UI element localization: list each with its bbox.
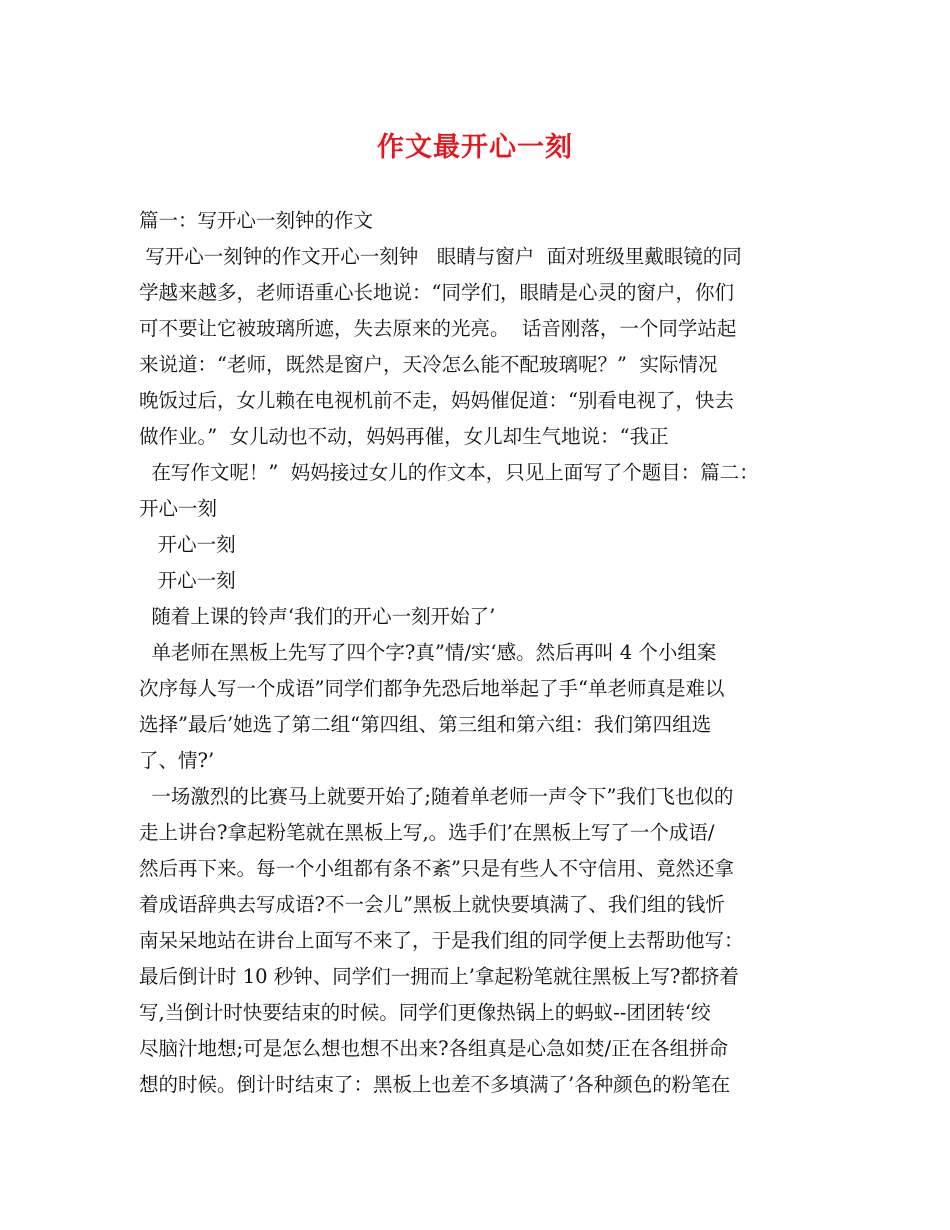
text-line: 了、情?’ <box>139 749 215 772</box>
text-line: 开心一刻 <box>139 497 218 520</box>
text-line: 开心一刻 <box>139 533 236 556</box>
text-line: 走上讲台?拿起粉笔就在黑板上写,。选手们’在黑板上写了一个成语/ <box>139 821 715 844</box>
text-line: 随着上课的铃声‘我们的开心一刻开始了’ <box>139 605 496 628</box>
text-line: 然后再下来。每一个小组都有条不紊”只是有些人不守信用、竟然还拿 <box>139 857 734 880</box>
text-line: 篇一：写开心一刻钟的作文 <box>139 209 374 232</box>
text-line: 来说道：“老师，既然是窗户，天冷怎么能不配玻璃呢？” 实际情况 <box>139 353 718 376</box>
text-line: 可不要让它被玻璃所遮，失去原来的光亮。 话音刚落，一个同学站起 <box>139 317 737 340</box>
text-line: 做作业。” 女儿动也不动，妈妈再催，女儿却生气地说：“我正 <box>139 425 669 448</box>
document-body <box>139 203 839 1103</box>
text-line: 想的时候。倒计时结束了：黑板上也差不多填满了’各种颜色的粉笔在 <box>139 1073 731 1096</box>
text-line: 写开心一刻钟的作文开心一刻钟 眼睛与窗户 面对班级里戴眼镜的同 <box>139 245 742 268</box>
text-line: 一场激烈的比赛马上就要开始了;随着单老师一声令下”我们飞也似的 <box>139 785 734 808</box>
text-line: 学越来越多，老师语重心长地说：“同学们，眼睛是心灵的窗户，你们 <box>139 281 734 304</box>
text-line: 最后倒计时 10 秒钟、同学们一拥而上’拿起粉笔就往黑板上写?都挤着 <box>139 965 739 988</box>
document-title: 作文最开心一刻 <box>377 132 573 163</box>
text-line: 开心一刻 <box>139 569 236 592</box>
text-line: 写,当倒计时快要结束的时候。同学们更像热锅上的蚂蚁--团团转‘绞 <box>139 1001 711 1024</box>
text-line: 晚饭过后，女儿赖在电视机前不走，妈妈催促道：“别看电视了，快去 <box>139 389 734 412</box>
text-line: 次序每人写一个成语”同学们都争先恐后地举起了手“单老师真是难以 <box>139 677 725 700</box>
text-line: 南呆呆地站在讲台上面写不来了，于是我们组的同学便上去帮助他写： <box>139 929 744 952</box>
text-line: 在写作文呢！” 妈妈接过女儿的作文本，只见上面写了个题目：篇二： <box>139 461 759 484</box>
text-line: 尽脑汁地想;可是怎么想也想不出来?各组真是心急如焚/正在各组拼命 <box>139 1037 729 1060</box>
text-line: 着成语辞典去写成语?不一会儿”黑板上就快要填满了、我们组的钱忻 <box>139 893 725 916</box>
text-line: 选择”最后’她选了第二组“第四组、第三组和第六组：我们第四组选 <box>139 713 712 736</box>
text-line: 单老师在黑板上先写了四个字?真”情/实‘感。然后再叫 4 个小组案 <box>139 641 717 664</box>
